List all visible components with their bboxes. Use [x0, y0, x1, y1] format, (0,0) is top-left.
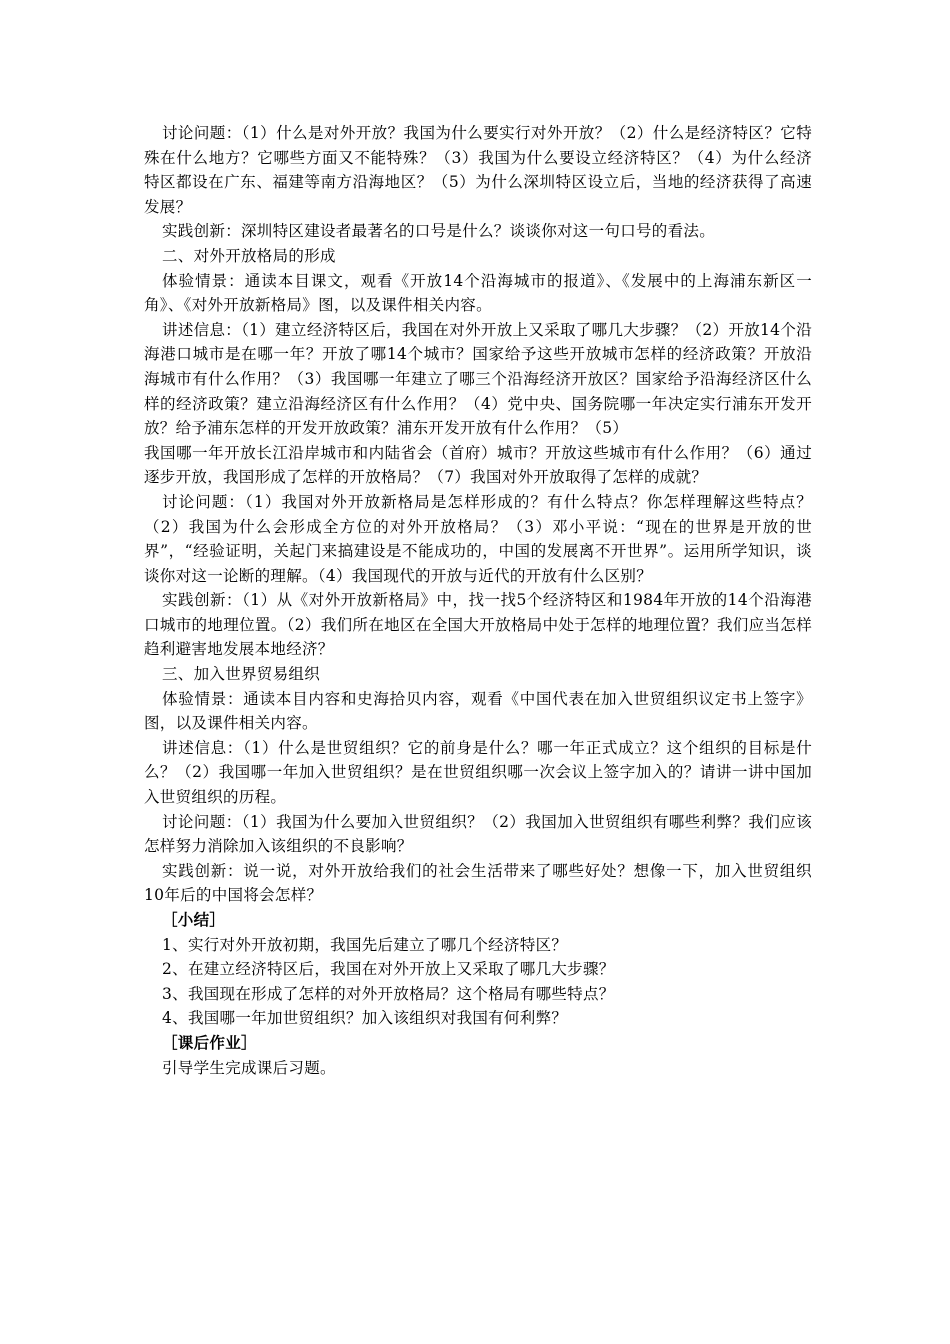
section-heading-3: 三、加入世界贸易组织: [162, 665, 321, 684]
practice-paragraph-1: 实践创新：深圳特区建设者最著名的口号是什么？谈谈你对这一句口号的看法。: [162, 222, 716, 241]
homework-heading: ［课后作业］: [162, 1033, 257, 1052]
summary-heading: ［小结］: [162, 911, 226, 929]
summary-item: 3、我国现在形成了怎样的对外开放格局？这个格局有哪些特点？: [162, 984, 615, 1003]
discussion-paragraph-2: 讨论问题：（1）我国对外开放新格局是怎样形成的？有什么特点？你怎样理解这些特点？（2）我国为什么会形成全方位的对外开放格局？（3）邓小平说：“现在的世界是开放的世界”，“经验证明，关起门来搞建设是不能成功的，中国的发展离不开世界”。运用所学知识，谈谈你对这一论断的理解。（4）我国现代的开放与近代的开放有什么区别？: [144, 492, 812, 585]
section-heading-2: 二、对外开放格局的形成: [162, 246, 336, 265]
practice-paragraph-3: 实践创新：说一说，对外开放给我们的社会生活带来了哪些好处？想像一下，加入世贸组织10年后的中国将会怎样？: [144, 861, 812, 905]
narration-paragraph-2: 讲述信息：（1）建立经济特区后，我国在对外开放上又采取了哪几大步骤？（2）开放14个沿海港口城市是在哪一年？开放了哪14个城市？国家给予这些开放城市怎样的经济政策？开放沿海城市有什么作用？（3）我国哪一年建立了哪三个沿海经济开放区？国家给予沿海经济区什么样的经济政策？建立沿海经济区有什么作用？（4）党中央、国务院哪一年决定实行浦东开发开放？给予浦东怎样的开发开放政策？浦东开发开放有什么作用？（5）: [144, 320, 812, 438]
discussion-paragraph-3: 讨论问题：（1）我国为什么要加入世贸组织？（2）我国加入世贸组织有哪些利弊？我们应该怎样努力消除加入该组织的不良影响？: [144, 812, 812, 856]
narration-paragraph-3: 讲述信息：（1）什么是世贸组织？它的前身是什么？哪一年正式成立？这个组织的目标是什么？（2）我国哪一年加入世贸组织？是在世贸组织哪一次会议上签字加入的？请讲一讲中国加入世贸组织的历程。: [144, 738, 812, 807]
homework-text: 引导学生完成课后习题。: [162, 1058, 336, 1077]
practice-paragraph-2: 实践创新：（1）从《对外开放新格局》中，找一找5个经济特区和1984年开放的14个沿海港口城市的地理位置。（2）我们所在地区在全国大开放格局中处于怎样的地理位置？我们应当怎样趋利避害地发展本地经济？: [144, 591, 812, 659]
summary-item: 2、在建立经济特区后，我国在对外开放上又采取了哪几大步骤？: [162, 960, 615, 979]
discussion-paragraph-1: 讨论问题：（1）什么是对外开放？我国为什么要实行对外开放？（2）什么是经济特区？它特殊在什么地方？它哪些方面又不能特殊？（3）我国为什么要设立经济特区？（4）为什么经济特区都设在广东、福建等南方沿海地区？（5）为什么深圳特区设立后，当地的经济获得了高速发展？: [144, 124, 812, 216]
experience-paragraph-3: 体验情景：通读本目内容和史海拾贝内容，观看《中国代表在加入世贸组织议定书上签字》图，以及课件相关内容。: [144, 689, 812, 733]
document-page: [144, 121, 812, 1080]
summary-item: 4、我国哪一年加世贸组织？加入该组织对我国有何利弊？: [162, 1009, 568, 1028]
experience-paragraph-2: 体验情景：通读本目课文，观看《开放14个沿海城市的报道》、《发展中的上海浦东新区一角》、《对外开放新格局》图，以及课件相关内容。: [144, 271, 812, 315]
narration-paragraph-2-cont: 我国哪一年开放长江沿岸城市和内陆省会（首府）城市？开放这些城市有什么作用？（6）通过逐步开放，我国形成了怎样的开放格局？（7）我国对外开放取得了怎样的成就？: [144, 443, 812, 487]
summary-item: 1、实行对外开放初期，我国先后建立了哪几个经济特区？: [162, 935, 568, 954]
